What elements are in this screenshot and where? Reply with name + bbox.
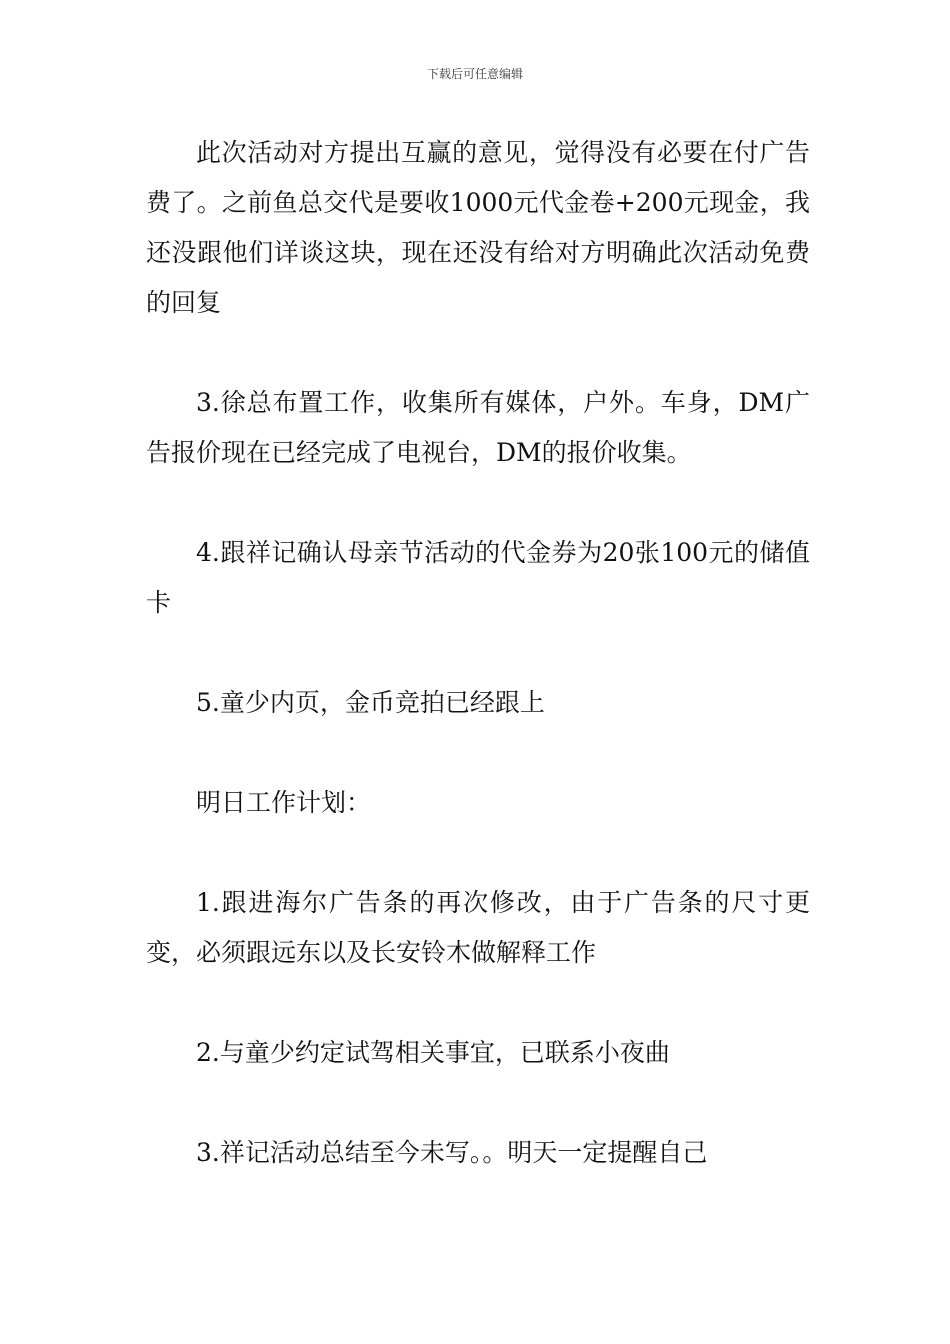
paragraph-plan-2-test-drive: 2.与童少约定试驾相关事宜，已联系小夜曲 xyxy=(196,1038,670,1067)
paragraph-item-5-inner-page: 5.童少内页，金币竞拍已经跟上 xyxy=(196,688,545,717)
section-heading-tomorrow-plan: 明日工作计划： xyxy=(196,788,372,817)
document-body xyxy=(146,128,810,1178)
paragraph-plan-3-summary: 3.祥记活动总结至今未写。。明天一定提醒自己 xyxy=(196,1138,708,1167)
header-note: 下载后可任意编辑 xyxy=(426,67,523,81)
paragraph-plan-1-haier: 1.跟进海尔广告条的再次修改，由于广告条的尺寸更变，必须跟远东以及长安铃木做解释工作 xyxy=(146,888,810,967)
paragraph-gap xyxy=(146,728,810,778)
paragraph-gap xyxy=(146,978,810,1028)
paragraph-gap xyxy=(146,1078,810,1128)
paragraph-item-3-media: 3.徐总布置工作，收集所有媒体，户外。车身，DM广告报价现在已经完成了电视台，DM的报价收集。 xyxy=(146,388,810,467)
paragraph-gap xyxy=(146,828,810,878)
paragraph-gap xyxy=(146,478,810,528)
paragraph-gap xyxy=(146,328,810,378)
paragraph-item-4-voucher: 4.跟祥记确认母亲节活动的代金券为20张100元的储值卡 xyxy=(146,538,810,617)
paragraph-activity-feedback: 此次活动对方提出互赢的意见，觉得没有必要在付广告费了。之前鱼总交代是要收1000元代金卷+200元现金，我还没跟他们详谈这块，现在还没有给对方明确此次活动免费的回复 xyxy=(146,138,810,317)
paragraph-gap xyxy=(146,628,810,678)
